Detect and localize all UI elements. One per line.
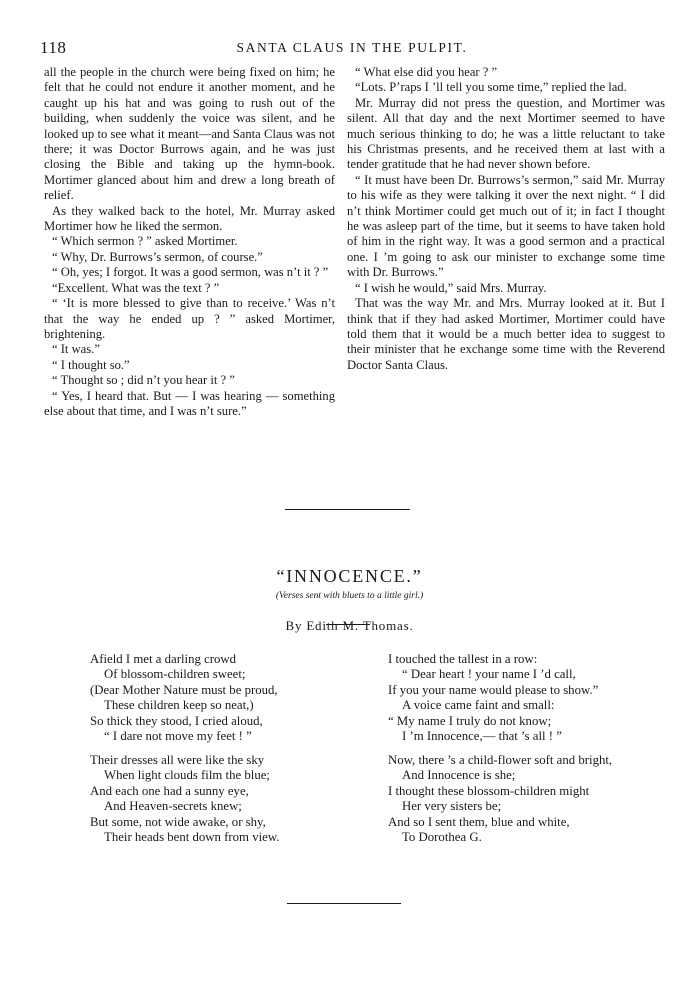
paragraph: “ I wish he would,” said Mrs. Murray. [355, 280, 547, 295]
poem-stanza [90, 753, 279, 845]
paragraph: That was the way Mr. and Mrs. Murray looked at it. But I think that if they had asked Mortimer, Mortimer could have told them that it would be a much better idea to suggest to their minister that he exchange some time with the Reverend Doctor Santa Claus. [347, 296, 665, 372]
verse-line: And Heaven-secrets knew; [104, 799, 242, 814]
poem-byline: By Edith M. Thomas. [285, 618, 414, 633]
paragraph: Mr. Murray did not press the question, and Mortimer was silent. All that day and the next Mortimer seemed to have much serious thinking to do; he was a little reluctant to take his Christmas presents, and he received them at last with a tender gratitude that he had never shown before. [347, 95, 665, 172]
page-header [40, 38, 664, 58]
poem-subtitle: (Verses sent with bluets to a little girl.) [275, 591, 424, 601]
verse-line: (Dear Mother Nature must be proud, [90, 682, 278, 697]
verse-line: But some, not wide awake, or shy, [90, 814, 266, 829]
paragraph: “ Yes, I heard that. But — I was hearing — something else about that time, and I was n’t sure.” [44, 388, 335, 418]
right-column [347, 65, 665, 373]
verse-line: A voice came faint and small: [402, 698, 555, 713]
paragraph: “ I thought so.” [52, 357, 130, 372]
verse-line: I thought these blossom-children might [388, 783, 590, 798]
verse-line: So thick they stood, I cried aloud, [90, 713, 263, 728]
verse-line: And so I sent them, blue and white, [388, 814, 570, 829]
verse-line: “ My name I truly do not know; [388, 713, 552, 728]
verse-line: If you your name would please to show.” [388, 682, 599, 697]
poem-stanza [90, 652, 278, 744]
byline-divider [326, 624, 370, 625]
paragraph: “ Which sermon ? ” asked Mortimer. [52, 234, 238, 249]
poem-title: “INNOCENCE.” [276, 566, 423, 586]
paragraph: “ What else did you hear ? ” [355, 65, 498, 79]
paragraph: “ Thought so ; did n’t you hear it ? ” [52, 373, 235, 388]
paragraph: “ ‘It is more blessed to give than to receive.’ Was n’t that the way he ended up ? ” asked Mortimer, brightening. [44, 296, 335, 341]
paragraph: “Excellent. What was the text ? ” [52, 280, 220, 295]
end-divider [287, 903, 401, 904]
paragraph: all the people in the church were being fixed on him; he felt that he could not endure it another moment, and he caught up his hat and was going to rush out of the building, when suddenly the voice was silent, and he looked up to see what it meant—and Santa Claus was not there; it was Doctor Burrows again, and he was just closing the Bible and taking up the hymn-book. Mortimer glanced about him and drew a long breath of relief. [44, 65, 335, 203]
paragraph: “Lots. P’raps I ’ll tell you some time,” replied the lad. [355, 80, 627, 95]
poem-stanza [388, 652, 598, 744]
verse-line: To Dorothea G. [402, 830, 482, 845]
verse-line: Their heads bent down from view. [104, 830, 280, 845]
running-head: SANTA CLAUS IN THE PULPIT. [236, 40, 468, 55]
verse-line: Her very sisters be; [402, 799, 502, 814]
verse-line: When light clouds film the blue; [104, 768, 270, 783]
verse-line: I touched the tallest in a row: [388, 652, 538, 666]
paragraph: “ It must have been Dr. Burrows’s sermon,” said Mr. Murray to his wife as they were talking it over the next night. “ I did n’t think Mortimer could get much out of it; in fact I thought he was asleep part of the time, but it seems to have taken hold of him in the right way. It was a good sermon and a practical one. I ’m going to ask our minister to exchange some time with Dr. Burrows.” [347, 172, 665, 280]
verse-line: Their dresses all were like the sky [90, 753, 265, 767]
page-number: 118 [40, 38, 67, 57]
verse-line: These children keep so neat,) [104, 698, 254, 713]
verse-line: Of blossom-children sweet; [104, 667, 246, 682]
verse-line: And Innocence is she; [402, 768, 516, 783]
paragraph: “ It was.” [52, 342, 100, 357]
paragraph: As they walked back to the hotel, Mr. Murray asked Mortimer how he liked the sermon. [44, 203, 335, 234]
poem-stanza [388, 753, 612, 845]
paragraph: “ Why, Dr. Burrows’s sermon, of course.” [52, 249, 263, 264]
verse-line: And each one had a sunny eye, [90, 783, 249, 798]
verse-line: Now, there ’s a child-flower soft and bright, [388, 753, 613, 767]
verse-line: “ I dare not move my feet ! ” [104, 729, 252, 744]
verse-line: I ’m Innocence,— that ’s all ! ” [402, 729, 562, 744]
paragraph: “ Oh, yes; I forgot. It was a good sermon, was n’t it ? ” [52, 265, 329, 280]
left-column [44, 65, 335, 419]
verse-line: Afield I met a darling crowd [90, 652, 237, 666]
verse-line: “ Dear heart ! your name I ’d call, [402, 667, 576, 682]
section-divider [285, 509, 410, 510]
